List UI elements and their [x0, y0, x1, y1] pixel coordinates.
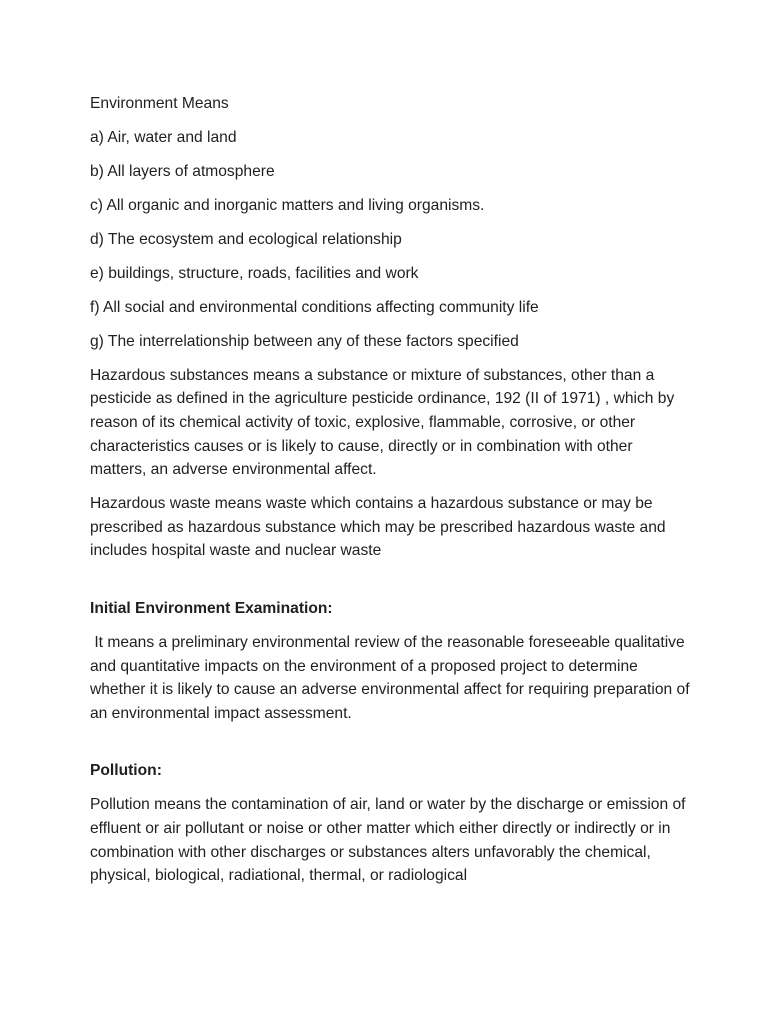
env-item-g: g) The interrelationship between any of these factors specified: [90, 332, 519, 350]
env-item-a: a) Air, water and land: [90, 128, 237, 146]
iee-paragraph: It means a preliminary environmental review of the reasonable foreseeable qualitative and quantitative impacts on the environment of a proposed project to determine whether it is likely to cause an adverse environmental affect for requiring preparation of an environmental impact assessment.: [90, 634, 694, 722]
env-item-e: e) buildings, structure, roads, facilities and work: [90, 264, 419, 282]
env-item-f: f) All social and environmental conditions affecting community life: [90, 298, 539, 316]
hazardous-substances-paragraph: Hazardous substances means a substance or mixture of substances, other than a pesticide as defined in the agriculture pesticide ordinance, 192 (II of 1971) , which by reason of its chemical activity of toxic, explosive, flammable, corrosive, or other characteristics causes or is likely to cause, directly or in combination with other matters, an adverse environmental affect.: [90, 366, 675, 479]
iee-heading: Initial Environment Examination:: [90, 600, 333, 618]
pollution-heading: Pollution:: [90, 762, 162, 780]
document-page: [90, 92, 694, 898]
env-title: Environment Means: [90, 95, 229, 112]
env-item-d: d) The ecosystem and ecological relationship: [90, 230, 402, 248]
hazardous-waste-paragraph: Hazardous waste means waste which contains a hazardous substance or may be prescribed as hazardous substance which may be prescribed hazardous waste and includes hospital waste and nuclear waste: [90, 495, 666, 560]
env-item-c: c) All organic and inorganic matters and living organisms.: [90, 196, 485, 214]
env-item-b: b) All layers of atmosphere: [90, 162, 275, 180]
pollution-paragraph: Pollution means the contamination of air, land or water by the discharge or emission of effluent or air pollutant or noise or other matter which either directly or indirectly or in combination with other discharges or substances alters unfavorably the chemical, physical, biological, radiational, thermal, or radiological: [90, 796, 686, 885]
